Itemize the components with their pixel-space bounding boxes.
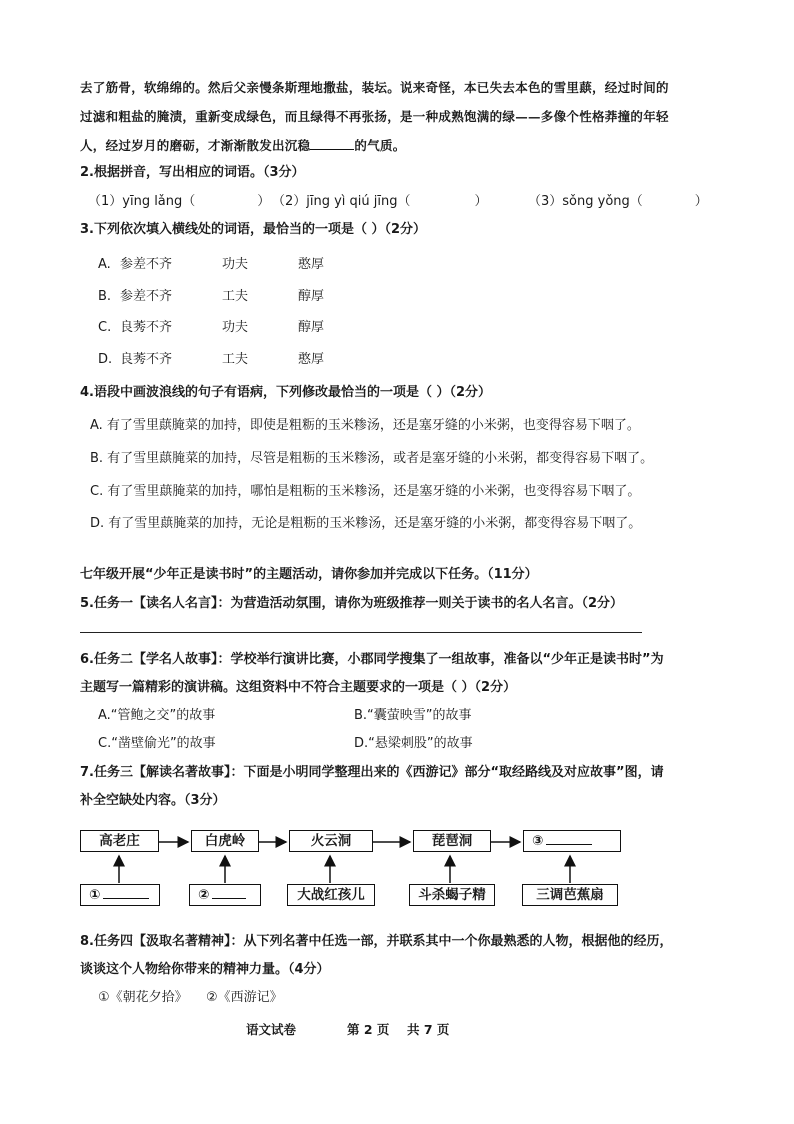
story-blank-line[interactable] xyxy=(212,886,246,899)
passage-line-3-start: 人，经过岁月的磨砺，才渐渐散发出沉稳 xyxy=(80,138,311,153)
story-box-5: 三调芭蕉扇 xyxy=(522,884,618,906)
q2-item-2-close: ） xyxy=(474,194,488,209)
q2-item-1-text: （1）yīng lǎng（ xyxy=(88,194,196,209)
q8-book-2[interactable]: ②《西游记》 xyxy=(206,990,283,1005)
q3-option-label: B. xyxy=(98,289,112,304)
q3-option-word-1: 参差不齐 xyxy=(120,257,173,272)
story-blank-label: ② xyxy=(198,887,210,903)
activity-intro: 七年级开展“少年正是读书时”的主题活动，请你参加并完成以下任务。（11分） xyxy=(80,567,538,582)
q3-option-word-3: 憨厚 xyxy=(298,352,325,367)
q7-stem-line-2: 补全空缺处内容。（3分） xyxy=(80,793,226,808)
q6-option-a[interactable]: A.“管鲍之交”的故事 xyxy=(98,708,216,723)
q6-stem-line-1: 6.任务二【学名人故事】：学校举行演讲比赛，小郡同学搜集了一组故事，准备以“少年正是读书时”为 xyxy=(80,652,664,667)
q2-item-3-close: ） xyxy=(694,194,708,209)
passage-line-3-end: 的气质。 xyxy=(354,138,406,153)
place-box-2: 白虎岭 xyxy=(191,830,259,852)
q3-option-word-2: 功夫 xyxy=(222,320,249,335)
q5-stem: 5.任务一【读名人名言】：为营造活动氛围，请你为班级推荐一则关于读书的名人名言。（2分） xyxy=(80,596,624,611)
place-box-1: 高老庄 xyxy=(80,830,159,852)
story-box-1-blank[interactable] xyxy=(80,884,160,906)
q6-option-b[interactable]: B.“囊萤映雪”的故事 xyxy=(354,708,472,723)
q6-option-d[interactable]: D.“悬梁刺股”的故事 xyxy=(354,736,473,751)
q3-option-word-1: 良莠不齐 xyxy=(120,320,173,335)
q3-option-word-3: 醇厚 xyxy=(298,289,325,304)
q6-option-c[interactable]: C.“凿壁偷光”的故事 xyxy=(98,736,216,751)
footer-page-number: 第 2 页 xyxy=(347,1022,390,1037)
story-blank-label: ① xyxy=(89,887,101,903)
q3-option-word-1: 良莠不齐 xyxy=(120,352,173,367)
passage-line-2: 过滤和粗盐的腌渍，重新变成绿色，而且绿得不再张扬，是一种成熟饱满的绿——多像个性格莽撞的年轻 xyxy=(80,109,669,124)
story-box-2-blank[interactable] xyxy=(189,884,261,906)
place-box-4: 琵琶洞 xyxy=(413,830,491,852)
q3-option-word-3: 憨厚 xyxy=(298,257,325,272)
q3-option-word-2: 工夫 xyxy=(222,289,249,304)
q3-option-word-1: 参差不齐 xyxy=(120,289,173,304)
footer-total-pages: 共 7 页 xyxy=(407,1022,450,1037)
q3-stem: 3.下列依次填入横线处的词语，最恰当的一项是（ ）（2分） xyxy=(80,222,427,237)
place-blank-label: ③ xyxy=(532,833,544,849)
place-blank-line[interactable] xyxy=(546,832,592,845)
q8-stem-line-1: 8.任务四【汲取名著精神】：从下列名著中任选一部，并联系其中一个你最熟悉的人物，根据他的经历， xyxy=(80,934,673,949)
q3-option-label: D. xyxy=(98,352,113,367)
q8-book-1[interactable]: ①《朝花夕拾》 xyxy=(98,990,188,1005)
q2-item-1-close: ） xyxy=(257,194,271,209)
q4-option-c[interactable]: C. 有了雪里蕻腌菜的加持，哪怕是粗粝的玉米糁汤，还是塞牙缝的小米粥，也变得容易下咽了。 xyxy=(90,484,641,499)
q3-option-word-2: 功夫 xyxy=(222,257,249,272)
q4-option-b[interactable]: B. 有了雪里蕻腌菜的加持，尽管是粗粝的玉米糁汤，或者是塞牙缝的小米粥，都变得容易下咽了。 xyxy=(90,451,654,466)
q2-item-3-text: （3）sǒng yǒng（ xyxy=(528,194,643,209)
story-blank-line[interactable] xyxy=(103,886,149,899)
story-box-4: 斗杀蝎子精 xyxy=(409,884,495,906)
q4-option-d[interactable]: D. 有了雪里蕻腌菜的加持，无论是粗粝的玉米糁汤，还是塞牙缝的小米粥，都变得容易下咽了。 xyxy=(90,516,642,531)
q6-stem-line-2: 主题写一篇精彩的演讲稿。这组资料中不符合主题要求的一项是（ ）（2分） xyxy=(80,680,517,695)
q7-stem-line-1: 7.任务三【解读名著故事】：下面是小明同学整理出来的《西游记》部分“取经路线及对应故事”图，请 xyxy=(80,765,664,780)
q3-option-word-3: 醇厚 xyxy=(298,320,325,335)
place-box-3: 火云洞 xyxy=(289,830,373,852)
q8-stem-line-2: 谈谈这个人物给你带来的精神力量。（4分） xyxy=(80,962,330,977)
story-box-3: 大战红孩儿 xyxy=(287,884,375,906)
q3-option-word-2: 工夫 xyxy=(222,352,249,367)
q4-stem: 4.语段中画波浪线的句子有语病，下列修改最恰当的一项是（ ）（2分） xyxy=(80,385,492,400)
q3-option-label: C. xyxy=(98,320,112,335)
q4-option-a[interactable]: A. 有了雪里蕻腌菜的加持，即使是粗粝的玉米糁汤，还是塞牙缝的小米粥，也变得容易下咽了。 xyxy=(90,418,640,433)
q3-option-label: A. xyxy=(98,257,111,272)
passage-line-1: 去了筋骨，软绵绵的。然后父亲慢条斯理地撒盐，装坛。说来奇怪，本已失去本色的雪里蕻，经过时间的 xyxy=(80,80,669,95)
q2-stem: 2.根据拼音，写出相应的词语。（3分） xyxy=(80,165,305,180)
footer-subject: 语文试卷 xyxy=(246,1022,297,1037)
q2-item-2-text: （2）jīng yì qiú jīng（ xyxy=(272,194,411,209)
place-box-5-blank[interactable] xyxy=(523,830,621,852)
